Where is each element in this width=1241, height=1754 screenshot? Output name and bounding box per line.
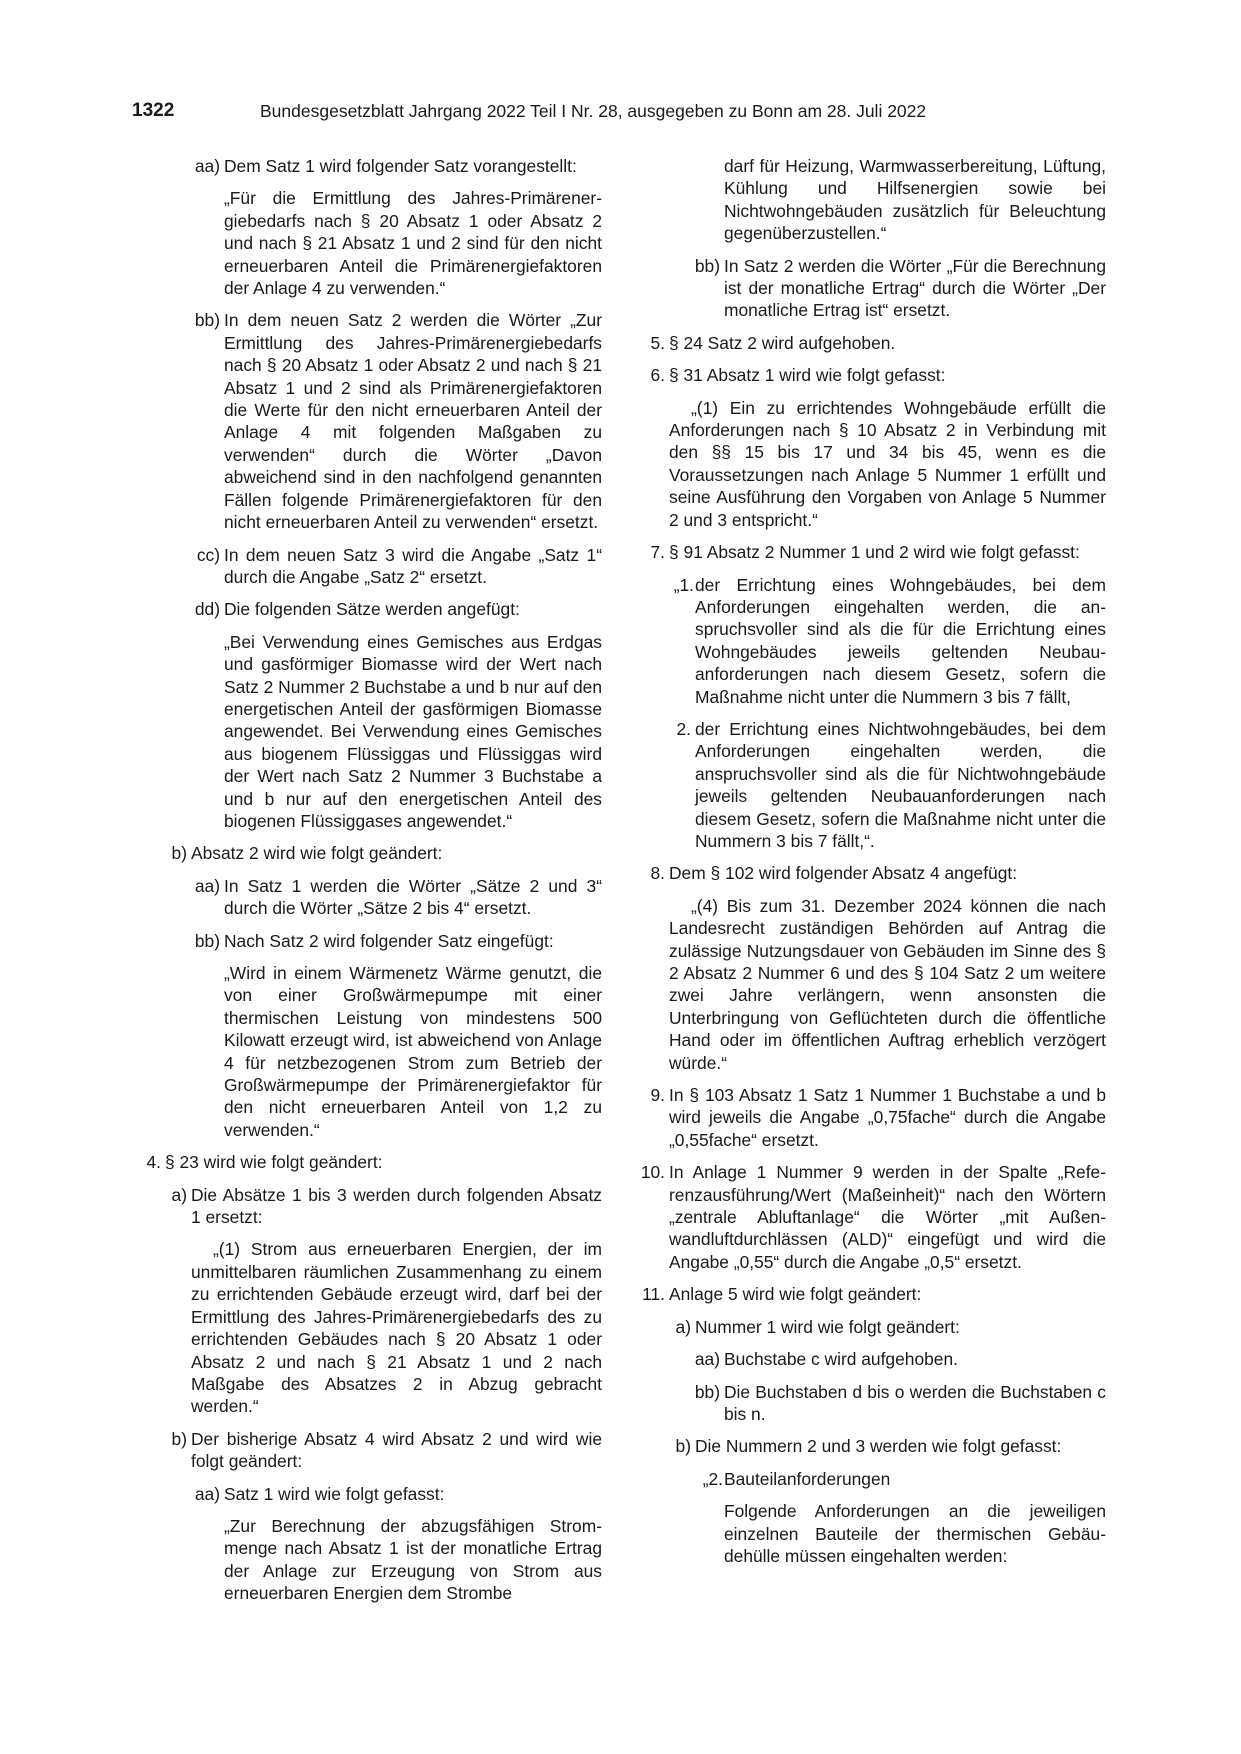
list-label: aa): [194, 1483, 220, 1504]
list-item-bb: [694, 255, 1106, 322]
list-label: 8.: [650, 863, 665, 884]
list-label: bb): [694, 255, 720, 276]
list-label: dd): [194, 599, 220, 620]
list-text: Absatz 2 wird wie folgt geändert:: [191, 843, 443, 864]
list-label: b): [171, 1428, 187, 1449]
list-item-aa: [194, 155, 602, 177]
list-item-a: [171, 1184, 602, 1229]
list-label: 11.: [642, 1284, 665, 1305]
quoted-text: „Bei Verwendung eines Gemisches aus Erdgas und gasförmiger Biomasse wird der Wert nach Satz 2 Nummer 2 Buchstabe a und b nur auf den energetischen Anteil der gasförmigen Biomasse angewendet. Bei Verwendung eines Gemisches aus biogenem Flüssiggas und Flüssiggas wird der Wert nach Satz 2 Nummer 3 Buchstabe a und b nur auf den energetischen Anteil des biogenen Flüssiggases angewendet.“: [224, 631, 602, 831]
list-item-7: [650, 541, 1106, 563]
list-label: 10.: [640, 1162, 665, 1183]
list-label: 6.: [650, 365, 665, 386]
list-item-a: [675, 1316, 1106, 1338]
list-item-6: [650, 364, 1106, 386]
quoted-text: „(4) Bis zum 31. Dezember 2024 können die nach Landesrecht zuständigen Behörden auf Antrag die zulässige Nutzungsdauer von Gebäuden im Sinne des § 2 Absatz 2 Nummer 6 und des § 104 Satz 2 um weitere zwei Jahre verlängern, wenn ansonsten die Unterbringung von Geflüchteten durch die öffentliche Hand oder im öffentlichen Auftrag erheblich verzögert würde.“: [669, 895, 1106, 1073]
list-text: In § 103 Absatz 1 Satz 1 Nummer 1 Buchstabe a und b wird jeweils die Angabe „0,75fache“ durch die Angabe „0,55fache“ ersetzt.: [669, 1085, 1106, 1150]
list-text: der Errichtung eines Wohngebäudes, bei dem Anforderungen eingehalten werden, die anspruchsvoller sind als die für die Errichtung eines Wohngebäudes jeweils geltenden Neubauanforderungen nach diesem Gesetz, sofern die Maßnahme nicht unter die Nummern 3 bis 7 fällt,: [695, 574, 1106, 707]
quoted-text: „Für die Ermittlung des Jahres-Primärenergiebedarfs nach § 20 Absatz 1 oder Absatz 2 und nach § 21 Absatz 1 und 2 sind für den nicht erneuerbaren Anteil die Primärenergiefaktoren der Anlage 4 zu verwenden.“: [224, 188, 602, 299]
list-item-b: [171, 842, 602, 864]
list-text: Bauteilanforderungen: [724, 1468, 891, 1489]
list-item-dd: [194, 598, 602, 620]
list-label: aa): [194, 156, 220, 176]
list-text: der Errichtung eines Nichtwohngebäudes, bei dem Anforderungen eingehalten werden, die anspruchsvoller sind als die für Nichtwohngebäude jeweils geltenden Neubauanforderungen nach diesem Gesetz, sofern die Maßnahme nicht unter die Nummern 3 bis 7 fällt,“.: [695, 718, 1106, 851]
list-label: aa): [694, 1349, 720, 1370]
sub-item-2: [676, 718, 1106, 852]
list-text: Anlage 5 wird wie folgt geändert:: [669, 1284, 922, 1305]
list-label: aa): [194, 875, 220, 896]
right-column: [636, 155, 1106, 1567]
list-item-4: [146, 1151, 602, 1173]
list-label: a): [675, 1316, 691, 1337]
quoted-text: „(1) Strom aus erneuerbaren Energien, der im unmittelbaren räumlichen Zusammenhang zu einem zu errichtenden Gebäude erzeugt wird, darf bei der Ermittlung des Jahres-Primärenergiebedarfs des zu errichtenden Gebäudes nach § 20 Absatz 1 oder Absatz 2 und nach § 21 Absatz 1 und 2 nach Maßgabe des Absatzes 2 in Abzug gebracht werden.“: [191, 1239, 602, 1417]
sub-item-2: [702, 1468, 1106, 1490]
list-text: In Satz 1 werden die Wörter „Sätze 2 und 3“ durch die Wörter „Sätze 2 bis 4“ ersetzt.: [224, 875, 602, 919]
list-text: § 23 wird wie folgt geändert:: [165, 1152, 383, 1173]
list-label: 7.: [650, 542, 665, 563]
list-label: a): [171, 1184, 187, 1205]
list-text: § 91 Absatz 2 Nummer 1 und 2 wird wie folgt gefasst:: [669, 542, 1080, 563]
list-label: 5.: [650, 332, 665, 353]
list-text: Die Nummern 2 und 3 werden wie folgt gefasst:: [695, 1436, 1062, 1457]
page-number: 1322: [132, 100, 175, 121]
list-item-8: [650, 862, 1106, 884]
list-label: „1.: [673, 574, 694, 595]
list-text: In dem neuen Satz 2 werden die Wörter „Zur Ermittlung des Jahres-Primärenergiebedarfs nach § 20 Absatz 1 oder Absatz 2 und nach § 21 Absatz 1 und 2 sind als Primärenergiefaktoren die Werte für den nicht erneuerbaren Anteil der Anlage 4 mit folgenden Maßgaben zu verwenden“ durch die Wörter „Davon abweichend sind in den nachfolgend genannten Fällen folgende Primärenergiefaktoren für den nicht erneuerbaren Anteil zu verwenden“ ersetzt.: [224, 310, 602, 533]
list-item-9: [650, 1084, 1106, 1151]
list-text: Dem § 102 wird folgender Absatz 4 angefügt:: [669, 863, 1018, 884]
list-item-aa: [194, 875, 602, 920]
continued-text: darf für Heizung, Warmwasserbereitung, Lüftung, Kühlung und Hilfsenergien sowie bei Nichtwohngebäuden zusätzlich für Beleuchtung gegenüberzustellen.“: [724, 156, 1106, 244]
list-text: Die Buchstaben d bis o werden die Buchstaben c bis n.: [724, 1381, 1106, 1424]
sub-item-1: [673, 574, 1106, 708]
list-text: § 24 Satz 2 wird aufgehoben.: [669, 332, 896, 353]
page-header: [132, 100, 1112, 124]
quoted-text: „(1) Ein zu errichtendes Wohngebäude erfüllt die Anforderungen nach § 10 Absatz 2 in Verbindung mit den §§ 15 bis 17 und 34 bis 45, wenn es die Voraussetzungen nach Anlage 5 Nummer 1 erfüllt und seine Ausführung den Vorgaben von Anlage 5 Nummer 2 und 3 entspricht.“: [669, 397, 1106, 530]
list-label: b): [171, 843, 187, 864]
list-label: bb): [694, 1381, 720, 1402]
list-item-10: [640, 1161, 1106, 1273]
list-text: Satz 1 wird wie folgt gefasst:: [224, 1483, 445, 1504]
list-text: Nach Satz 2 wird folgender Satz eingefügt:: [224, 930, 554, 951]
list-label: 9.: [650, 1085, 665, 1106]
list-label: cc): [196, 544, 220, 565]
list-text: Die folgenden Sätze werden angefügt:: [224, 599, 520, 620]
list-item-5: [650, 332, 1106, 354]
list-text: Dem Satz 1 wird folgender Satz vorangestellt:: [224, 156, 577, 176]
list-text: Die Absätze 1 bis 3 werden durch folgenden Absatz 1 ersetzt:: [191, 1184, 602, 1228]
list-item-b: [675, 1435, 1106, 1457]
list-label: 4.: [146, 1152, 161, 1173]
list-item-bb: [194, 309, 602, 533]
left-column: [132, 155, 602, 1605]
list-item-b: [171, 1428, 602, 1473]
running-title: Bundesgesetzblatt Jahrgang 2022 Teil I Nr. 28, ausgegeben zu Bonn am 28. Juli 2022: [260, 101, 927, 121]
list-item-11: [642, 1283, 1106, 1305]
list-item-cc: [196, 544, 602, 589]
list-text: In Anlage 1 Nummer 9 werden in der Spalte „Referenzausführung/Wert (Maßeinheit)“ nach den Wörtern „zentrale Abluftanlage“ die Wörter „mit Außenwandluftdurchlässen (ALD)“ eingefügt und wird die Angabe „0,55“ durch die Angabe „0,5“ ersetzt.: [669, 1162, 1106, 1272]
list-item-bb: [194, 930, 602, 952]
quoted-text: „Wird in einem Wärmenetz Wärme genutzt, die von einer Großwärmepumpe mit einer thermischen Leistung von mindestens 500 Kilowatt erzeugt wird, ist abweichend von Anlage 4 für netzbezogenen Strom zum Betrieb der Großwärmepumpe der Primärenergiefaktor für den nicht erneuerbaren Anteil von 1,2 zu verwenden.“: [224, 963, 602, 1140]
list-item-bb: [694, 1381, 1106, 1426]
list-item-aa: [694, 1348, 1106, 1370]
body-paragraph: Folgende Anforderungen an die jeweiligen einzelnen Bauteile der thermischen Gebäudehülle müssen eingehalten werden:: [724, 1501, 1106, 1566]
list-item-aa: [194, 1483, 602, 1505]
list-text: Buchstabe c wird aufgehoben.: [724, 1349, 958, 1370]
list-text: Nummer 1 wird wie folgt geändert:: [695, 1316, 960, 1337]
list-label: „2.: [702, 1468, 723, 1489]
list-text: Der bisherige Absatz 4 wird Absatz 2 und wird wie folgt geändert:: [191, 1428, 602, 1472]
list-label: b): [675, 1436, 691, 1457]
list-text: In Satz 2 werden die Wörter „Für die Berechnung ist der monatliche Ertrag“ durch die Wörter „Der monatliche Ertrag ist“ ersetzt.: [724, 255, 1106, 321]
list-label: 2.: [676, 718, 691, 739]
quoted-text: „Zur Berechnung der abzugsfähigen Strommenge nach Absatz 1 ist der monatliche Ertrag der Anlage zur Erzeugung von Strom aus erneuerbaren Energien dem Strombe: [224, 1515, 602, 1604]
list-label: bb): [194, 930, 220, 951]
list-text: In dem neuen Satz 3 wird die Angabe „Satz 1“ durch die Angabe „Satz 2“ ersetzt.: [224, 544, 602, 587]
list-text: § 31 Absatz 1 wird wie folgt gefasst:: [669, 365, 946, 386]
list-label: bb): [194, 310, 220, 331]
